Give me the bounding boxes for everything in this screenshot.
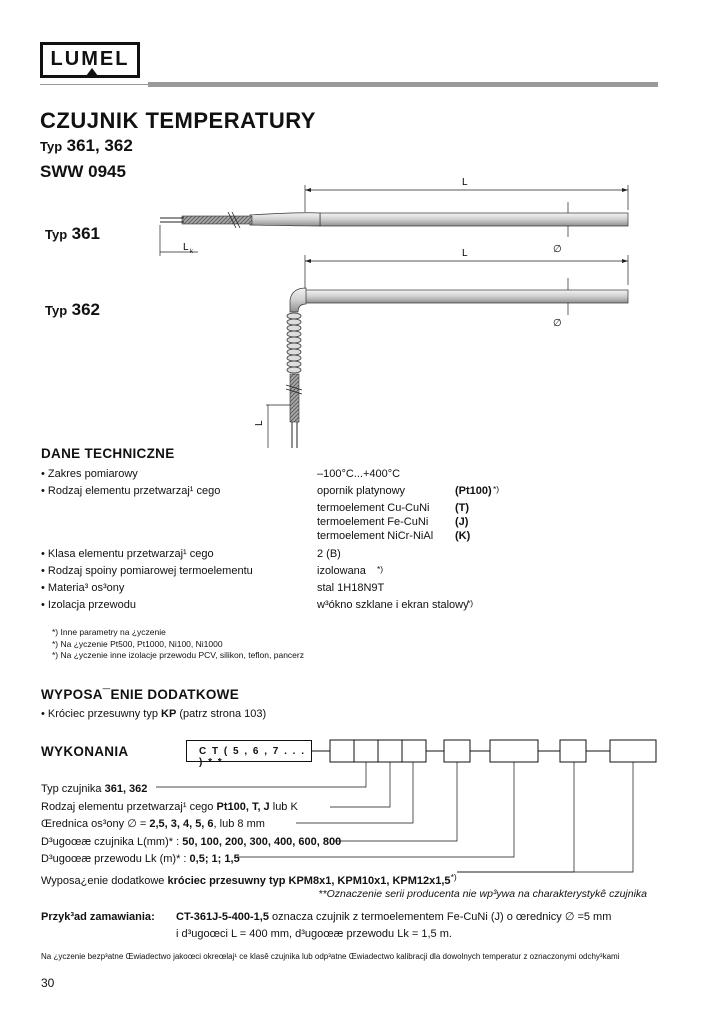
wykonania-line [41, 816, 457, 834]
typ362-prefix: Typ [45, 303, 68, 318]
dane-row-label: • Materia³ os³ony [41, 582, 124, 594]
dane-row [41, 483, 681, 500]
typ362-drawing [254, 248, 628, 448]
dane-row-note: *) [377, 564, 384, 574]
wykonania-line [41, 834, 457, 852]
przyklad-line1 [176, 909, 611, 926]
typ361-dim-Lk: L [183, 242, 189, 253]
wyposazenie-item-suffix: (patrz strona 103) [176, 708, 267, 720]
line-prefix: Wyposa¿enie dodatkowe [41, 874, 168, 887]
dane-row-value: 2 (B) [317, 548, 341, 560]
dane-row-value: –100°C...+400°C [317, 468, 401, 480]
dane-row-code: (T) [455, 502, 470, 514]
line-bold: króciec przesuwny typ KPM8x1, KPM10x1, KPM12x1,5 [167, 874, 451, 887]
page-number: 30 [41, 976, 55, 990]
typ361-drawing [160, 177, 628, 256]
przyklad-text1: oznacza czujnik z termoelementem Fe-CuNi (J) o œrednicy ∅ =5 mm [268, 911, 612, 923]
dane-row [41, 563, 681, 580]
typ361-value: 361 [71, 224, 100, 243]
typ361-dim-Lk-sub: k [190, 249, 193, 255]
line-prefix: Typ czujnika [41, 783, 105, 795]
dane-row-value: termoelement Fe-CuNi [317, 516, 429, 528]
line-suffix: lub K [269, 800, 298, 813]
dane-row-value: izolowana [317, 565, 366, 577]
dane-row-note: *) [467, 598, 474, 608]
wykonania-lines [41, 781, 457, 890]
przyklad-label-text: Przyk³ad zamawiania [41, 911, 152, 923]
line-prefix: D³ugoœæ przewodu Lk (m)* : [41, 853, 190, 865]
typ361-prefix: Typ [45, 227, 68, 242]
wykonania-line [41, 851, 457, 869]
line-prefix: Œrednica os³ony ∅ = [41, 818, 150, 830]
typ361-dim-L: L [462, 177, 468, 188]
line-suffix: , lub 8 mm [213, 818, 265, 830]
typ362-diameter-symbol: ∅ [553, 318, 562, 329]
wykonania-line [41, 869, 457, 891]
bottom-note: Na ¿yczenie bezp³atne Œwiadectwo jakoœci okreœlaj¹ ce klasê czujnika lub odp³atne Œwiadectwo kalibracji dla dowolnych temperatur z oznaczonymi odchy³kami [41, 952, 620, 961]
dane-row [41, 597, 681, 614]
sensor-drawing [0, 0, 725, 460]
line-bold: 50, 100, 200, 300, 400, 600, 800 [182, 835, 342, 848]
code-label: C T ( 5 , 6 , 7 . . . ) * * [199, 746, 306, 768]
wykonania-line [41, 799, 457, 817]
dane-row-note: *) [493, 484, 500, 494]
wykonania-note: **Oznaczenie serii producenta nie wp³ywa na charakterystykê czujnika [318, 888, 647, 900]
dane-row-value: termoelement NiCr-NiAl [317, 530, 434, 542]
footnote: *) Na ¿yczenie inne izolacje przewodu PCV, silikon, teflon, pancerz [52, 650, 304, 660]
logo-text: LUMEL [50, 48, 130, 70]
dane-row [41, 546, 681, 563]
footnote: *) Inne parametry na ¿yczenie [52, 627, 166, 637]
dane-title: DANE TECHNICZNE [41, 446, 175, 461]
line-bold: 0,5; 1; 1,5 [189, 853, 240, 865]
wyposazenie-item-bold: KP [161, 708, 177, 720]
przyklad-line2: i d³ugoœci L = 400 mm, d³ugoœæ przewodu Lk = 1,5 m. [176, 928, 452, 940]
wyposazenie-item [41, 706, 266, 723]
dane-row-value: opornik platynowy [317, 485, 406, 497]
dane-row-code: (J) [455, 516, 469, 528]
dane-row [41, 466, 681, 483]
subtitle-sww: SWW 0945 [40, 162, 126, 181]
dane-row [41, 500, 681, 514]
dane-row-label: • Izolacja przewodu [41, 599, 136, 611]
dane-row-label: • Klasa elementu przetwarzaj¹ cego [41, 548, 214, 560]
przyklad-code: CT-361J-5-400-1,5 [176, 911, 269, 923]
dane-row-label: • Rodzaj spoiny pomiarowej termoelementu [41, 565, 253, 577]
subtitle-typ-value: 361, 362 [66, 136, 133, 155]
line-prefix: Rodzaj elementu przetwarzaj¹ cego [41, 800, 217, 813]
dane-row-value: w³ókno szklane i ekran stalowy [317, 599, 469, 611]
dane-row-label: • Zakres pomiarowy [41, 468, 138, 480]
przyklad-text [176, 909, 611, 943]
line-bold: 2,5, 3, 4, 5, 6 [149, 818, 214, 830]
line-prefix: D³ugoœæ czujnika L(mm)* : [41, 835, 183, 848]
line-suffix: *) [450, 871, 457, 882]
line-bold: Pt100, T, J [216, 800, 270, 813]
dane-row-code: (K) [455, 530, 471, 542]
dane-row-code: (Pt100) [455, 485, 492, 497]
typ361-diameter-symbol: ∅ [553, 244, 562, 255]
wyposazenie-item-prefix: Króciec przesuwny typ [47, 708, 162, 720]
dane-row-value: termoelement Cu-CuNi [317, 502, 430, 514]
dane-row [41, 580, 681, 597]
dane-row-label: • Rodzaj elementu przetwarzaj¹ cego [41, 485, 220, 497]
typ362-dim-Lk: L [254, 420, 265, 426]
typ362-dim-L: L [462, 248, 468, 259]
line-bold: 361, 362 [104, 783, 148, 795]
przyklad-label: Przyk³ad zamawiania: [41, 911, 155, 923]
typ362-value: 362 [71, 300, 100, 319]
dane-row [41, 514, 681, 528]
dane-footnotes [52, 627, 304, 662]
wyposazenie-title: WYPOSA¯ENIE DODATKOWE [41, 687, 240, 702]
dane-table [41, 466, 681, 614]
wykonania-line [41, 781, 457, 799]
page-title: CZUJNIK TEMPERATURY [40, 108, 316, 133]
footnote: *) Na ¿yczenie Pt500, Pt1000, Ni100, Ni1000 [52, 638, 223, 649]
subtitle-typ-prefix: Typ [40, 139, 63, 154]
dane-row-value: stal 1H18N9T [317, 582, 385, 594]
dane-row [41, 528, 681, 546]
wykonania-title: WYKONANIA [41, 744, 129, 759]
